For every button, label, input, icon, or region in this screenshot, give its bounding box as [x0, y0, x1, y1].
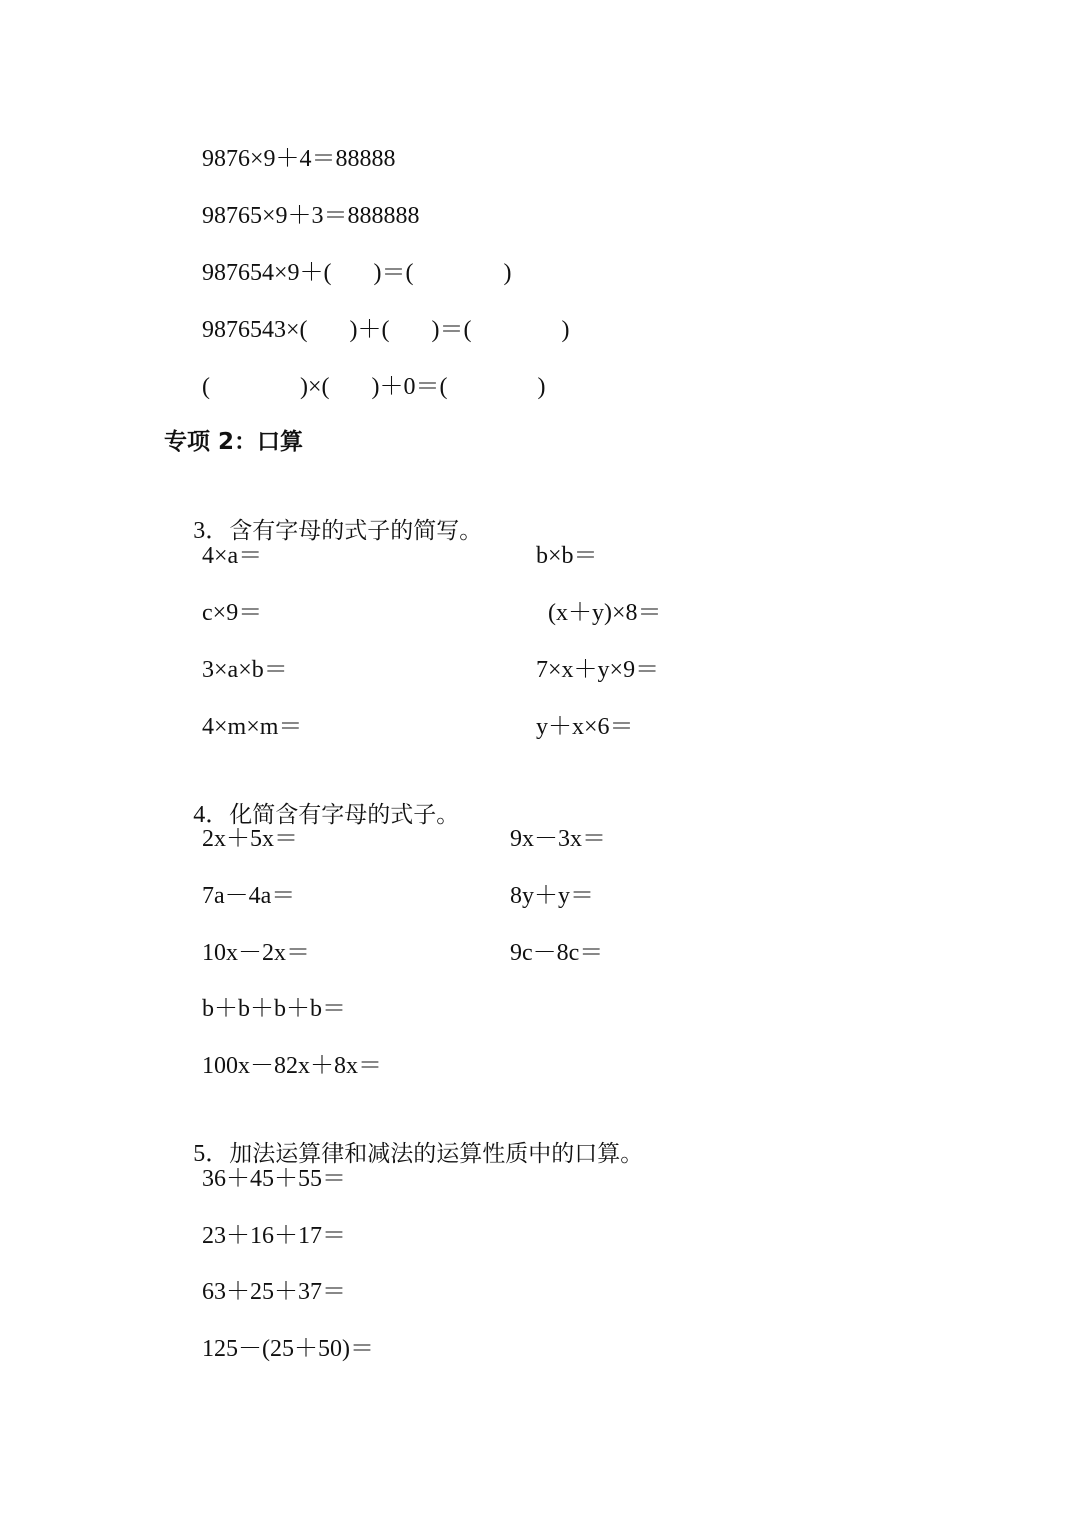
q3-right-item: y＋x×6＝ — [536, 714, 634, 740]
q4-right-item: 9c－8c＝ — [510, 940, 604, 966]
q5-item: 63＋25＋37＝ — [202, 1279, 346, 1305]
pattern-line: 98765×9＋3＝888888 — [202, 203, 420, 229]
pattern-line: ( )×( )＋0＝( ) — [202, 374, 546, 400]
q4-left-item: 10x－2x＝ — [202, 940, 310, 966]
q5-item: 36＋45＋55＝ — [202, 1166, 346, 1192]
q5-item: 125－(25＋50)＝ — [202, 1336, 374, 1362]
q3-right-item: b×b＝ — [536, 543, 598, 569]
q4-right-item: 9x－3x＝ — [510, 826, 606, 852]
question-text: 含有字母的式子的简写。 — [229, 518, 483, 544]
q5-item: 23＋16＋17＝ — [202, 1223, 346, 1249]
question-number: 3． — [193, 518, 230, 544]
q4-left-item: 7a－4a＝ — [202, 883, 296, 909]
q3-left-item: 4×m×m＝ — [202, 714, 303, 740]
pattern-line: 9876×9＋4＝88888 — [202, 146, 396, 172]
question-number: 5． — [193, 1141, 230, 1167]
q3-right-item: 7×x＋y×9＝ — [536, 657, 660, 683]
q3-left-item: 4×a＝ — [202, 543, 263, 569]
q4-left-item: b＋b＋b＋b＝ — [202, 996, 346, 1022]
question-number: 4． — [193, 802, 230, 828]
question-text: 化简含有字母的式子。 — [229, 802, 460, 828]
pattern-line: 9876543×( )＋( )＝( ) — [202, 317, 570, 343]
q3-left-item: 3×a×b＝ — [202, 657, 288, 683]
pattern-line: 987654×9＋( )＝( ) — [202, 260, 512, 286]
q4-left-item: 2x＋5x＝ — [202, 826, 298, 852]
question-text: 加法运算律和减法的运算性质中的口算。 — [229, 1141, 644, 1167]
q3-right-item: (x＋y)×8＝ — [548, 600, 662, 626]
section-heading: 专项 2：口算 — [164, 429, 304, 455]
q4-right-item: 8y＋y＝ — [510, 883, 594, 909]
q3-left-item: c×9＝ — [202, 600, 263, 626]
q4-left-item: 100x－82x＋8x＝ — [202, 1053, 382, 1079]
